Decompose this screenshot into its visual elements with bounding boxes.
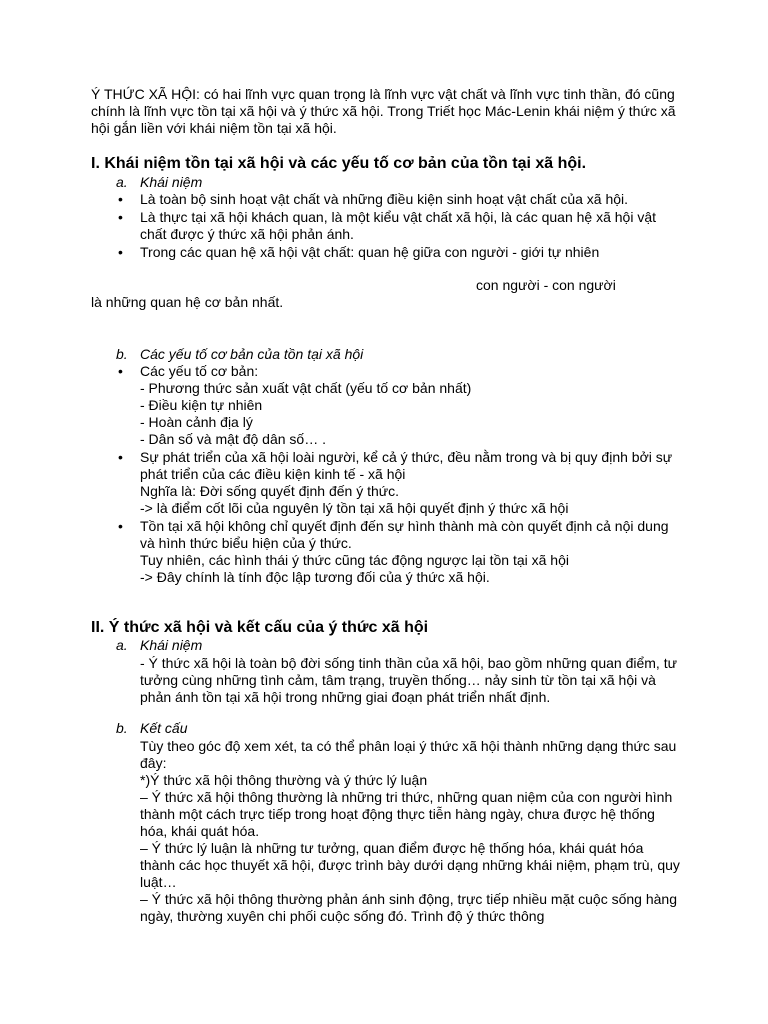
bullet-icon: • xyxy=(118,518,123,534)
factor-item: - Phương thức sản xuất vật chất (yếu tố cơ bản nhất) xyxy=(140,380,472,396)
factor-item: - Dân số và mật độ dân số… . xyxy=(140,431,326,447)
factor-item: - Điều kiện tự nhiên xyxy=(140,397,263,413)
paragraph-line: – Ý thức xã hội thông thường là những tri thức, những quan niệm của con người hình thành một cách trực tiếp trong hoạt động thực tiễn hàng ngày, chưa được hệ thống hóa, khái quát hóa. xyxy=(140,789,673,839)
factor-item: - Hoàn cảnh địa lý xyxy=(140,414,253,430)
section1-heading: I. Khái niệm tồn tại xã hội và các yếu tố cơ bản của tồn tại xã hội. xyxy=(91,155,587,172)
bullet3-tail: là những quan hệ cơ bản nhất. xyxy=(91,294,284,310)
bullet-line: -> là điểm cốt lõi của nguyên lý tồn tại xã hội quyết định ý thức xã hội xyxy=(140,500,569,516)
section1-b-label: b. xyxy=(116,346,128,362)
list-item xyxy=(116,244,676,261)
bullet-line: Sự phát triển của xã hội loài người, kể cả ý thức, đều nằm trong và bị quy định bởi sự phát triển của các điều kiện kinh tế - xã hội xyxy=(140,449,673,482)
section1-a-text: Khái niệm xyxy=(140,174,203,190)
section1-a-title xyxy=(116,174,202,191)
paragraph-line: – Ý thức lý luận là những tư tưởng, quan điểm được hệ thống hóa, khái quát hóa thành các học thuyết xã hội, được trình bày dưới dạng những khái niệm, phạm trù, quy luật… xyxy=(140,840,680,890)
bullet-text: Trong các quan hệ xã hội vật chất: quan hệ giữa con người - giới tự nhiên xyxy=(140,244,600,260)
bullet-icon: • xyxy=(118,209,123,225)
bullet-head: Các yếu tố cơ bản: xyxy=(140,363,259,379)
list-item xyxy=(116,191,676,208)
section2-b-label: b. xyxy=(116,720,128,736)
bullet-line: Tồn tại xã hội không chỉ quyết định đến sự hình thành mà còn quyết định cả nội dung và hình thức biểu hiện của ý thức. xyxy=(140,518,669,551)
section2-a-label: a. xyxy=(116,637,128,653)
section1-a-bullets xyxy=(116,191,676,262)
bullet-line: -> Đây chính là tính độc lập tương đối của ý thức xã hội. xyxy=(140,569,490,585)
bullet-icon: • xyxy=(118,191,123,207)
section2-b-title xyxy=(116,720,187,737)
bullet-text: Là thực tại xã hội khách quan, là một kiểu vật chất xã hội, là các quan hệ xã hội vật chất được ý thức xã hội phản ánh. xyxy=(140,209,657,242)
section1-a-label: a. xyxy=(116,174,128,190)
intro-paragraph: Ý THỨC XÃ HỘI: có hai lĩnh vực quan trọng là lĩnh vực vật chất và lĩnh vực tinh thần, đó cũng chính là lĩnh vực tồn tại xã hội và ý thức xã hội. Trong Triết học Mác-Lenin khái niệm ý thức xã hội gắn liền với khái niệm tồn tại xã hội. xyxy=(91,86,676,136)
bullet-text: Là toàn bộ sinh hoạt vật chất và những điều kiện sinh hoạt vật chất của xã hội. xyxy=(140,191,629,207)
bullet-line: Nghĩa là: Đời sống quyết định đến ý thức. xyxy=(140,483,400,499)
section1-b-title xyxy=(116,346,363,363)
bullet3-continuation: con người - con người xyxy=(476,277,616,293)
paragraph-line: *)Ý thức xã hội thông thường và ý thức lý luận xyxy=(140,772,428,788)
bullet-icon: • xyxy=(118,449,123,465)
section2-b-content xyxy=(140,738,680,925)
section1-b-text: Các yếu tố cơ bản của tồn tại xã hội xyxy=(140,346,364,362)
list-item xyxy=(116,449,676,517)
section2-b-text: Kết cấu xyxy=(140,720,188,736)
section2-a-text: Khái niệm xyxy=(140,637,203,653)
section1-b-bullets xyxy=(116,363,676,587)
section2-heading: II. Ý thức xã hội và kết cấu của ý thức xã hội xyxy=(91,619,429,636)
list-item xyxy=(116,363,676,448)
bullet-icon: • xyxy=(118,363,123,379)
bullet-line: Tuy nhiên, các hình thái ý thức cũng tác động ngược lại tồn tại xã hội xyxy=(140,552,569,568)
paragraph-line: – Ý thức xã hội thông thường phản ánh sinh động, trực tiếp nhiều mặt cuộc sống hàng ngày, thường xuyên chi phối cuộc sống đó. Trình độ ý thức thông xyxy=(140,891,677,924)
section2-a-title xyxy=(116,637,202,654)
paragraph-line: Tùy theo góc độ xem xét, ta có thể phân loại ý thức xã hội thành những dạng thức sau đây: xyxy=(140,738,677,771)
list-item xyxy=(116,518,676,586)
list-item xyxy=(116,209,676,243)
bullet-icon: • xyxy=(118,244,123,260)
section2-a-paragraph: - Ý thức xã hội là toàn bộ đời sống tinh thần của xã hội, bao gồm những quan điểm, tư tưởng cùng những tình cảm, tâm trạng, truyền thống… nảy sinh từ tồn tại xã hội và phản ánh tồn tại xã hội trong những giai đoạn phát triển nhất định. xyxy=(140,655,677,705)
